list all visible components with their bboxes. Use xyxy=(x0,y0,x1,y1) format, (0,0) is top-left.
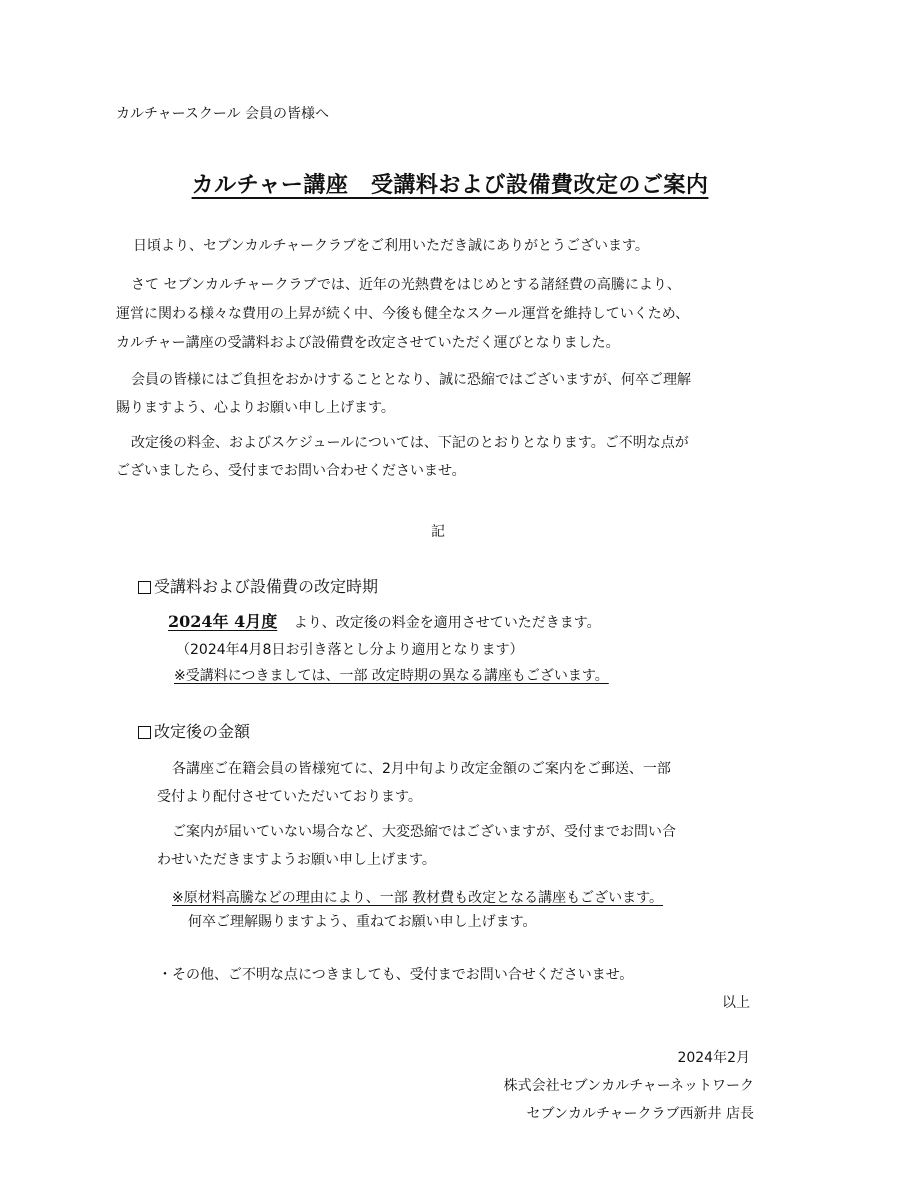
section-1-heading xyxy=(138,577,378,597)
signature-store-manager: セブンカルチャークラブ西新井 店長 xyxy=(526,1106,754,1122)
paragraph-4-line-1: 改定後の料金、およびスケジュールについては、下記のとおりとなります。ご不明な点が xyxy=(131,435,689,451)
paragraph-2-line-3: カルチャー講座の受講料および設備費を改定させていただく運びとなりました。 xyxy=(116,335,620,351)
paragraph-4-line-2: ございましたら、受付までお問い合わせくださいませ。 xyxy=(116,463,466,479)
paragraph-2-line-2: 運営に関わる様々な費用の上昇が続く中、今後も健全なスクール運営を維持していくため、 xyxy=(116,306,690,322)
paragraph-2-line-1: さて セブンカルチャークラブでは、近年の光熱費をはじめとする諸経費の高騰により、 xyxy=(131,277,681,293)
issue-date: 2024年2月 xyxy=(677,1050,750,1066)
section-2-paragraph-2-line-2: わせいただきますようお願い申し上げます。 xyxy=(157,852,436,868)
checkbox-square-icon xyxy=(138,581,151,594)
section-2-paragraph-1-line-1: 各講座ご在籍会員の皆様宛てに、2月中旬より改定金額のご案内をご郵送、一部 xyxy=(172,761,671,777)
section-1-heading-text: 受講料および設備費の改定時期 xyxy=(154,577,379,596)
checkbox-square-icon xyxy=(138,726,151,739)
closing-ijo: 以上 xyxy=(722,995,750,1011)
other-inquiry-line: ・その他、ご不明な点につきましても、受付までお問い合せくださいませ。 xyxy=(158,967,634,983)
section-1-note-ref: ※受講料につきましては、一部 改定時期の異なる講座もございます。 xyxy=(174,668,609,684)
document-title-wrap xyxy=(0,168,900,199)
section-1-note-paren: （2024年4月8日お引き落とし分より適用となります） xyxy=(176,642,524,658)
section-2-heading xyxy=(138,722,250,742)
section-2-paragraph-1-line-2: 受付より配付させていただいております。 xyxy=(157,789,422,805)
paragraph-3-line-1: 会員の皆様にはご負担をおかけすることとなり、誠に恐縮ではございますが、何卒ご理解 xyxy=(131,372,691,388)
paragraph-3-line-2: 賜りますよう、心よりお願い申し上げます。 xyxy=(116,400,395,416)
section-1-effective-line xyxy=(168,612,601,633)
document-title: カルチャー講座 受講料および設備費改定のご案内 xyxy=(191,172,709,198)
ki-marker: 記 xyxy=(431,524,445,540)
recipient-line: カルチャースクール 会員の皆様へ xyxy=(116,106,330,122)
section-2-paragraph-2-line-1: ご案内が届いていない場合など、大変恐縮ではございますが、受付までお問い合 xyxy=(172,824,676,840)
paragraph-1: 日頃より、セブンカルチャークラブをご利用いただき誠にありがとうございます。 xyxy=(133,238,649,254)
effective-text: より、改定後の料金を適用させていただきます。 xyxy=(293,615,601,631)
section-2-note-line-2: 何卒ご理解賜りますよう、重ねてお願い申し上げます。 xyxy=(188,914,537,930)
section-2-note-line-1: ※原材料高騰などの理由により、一部 教材費も改定となる講座もございます。 xyxy=(172,890,664,906)
company-name: 株式会社セブンカルチャーネットワーク xyxy=(503,1078,754,1094)
effective-date: 2024年 4月度 xyxy=(168,612,278,631)
section-2-heading-text: 改定後の金額 xyxy=(154,722,251,741)
